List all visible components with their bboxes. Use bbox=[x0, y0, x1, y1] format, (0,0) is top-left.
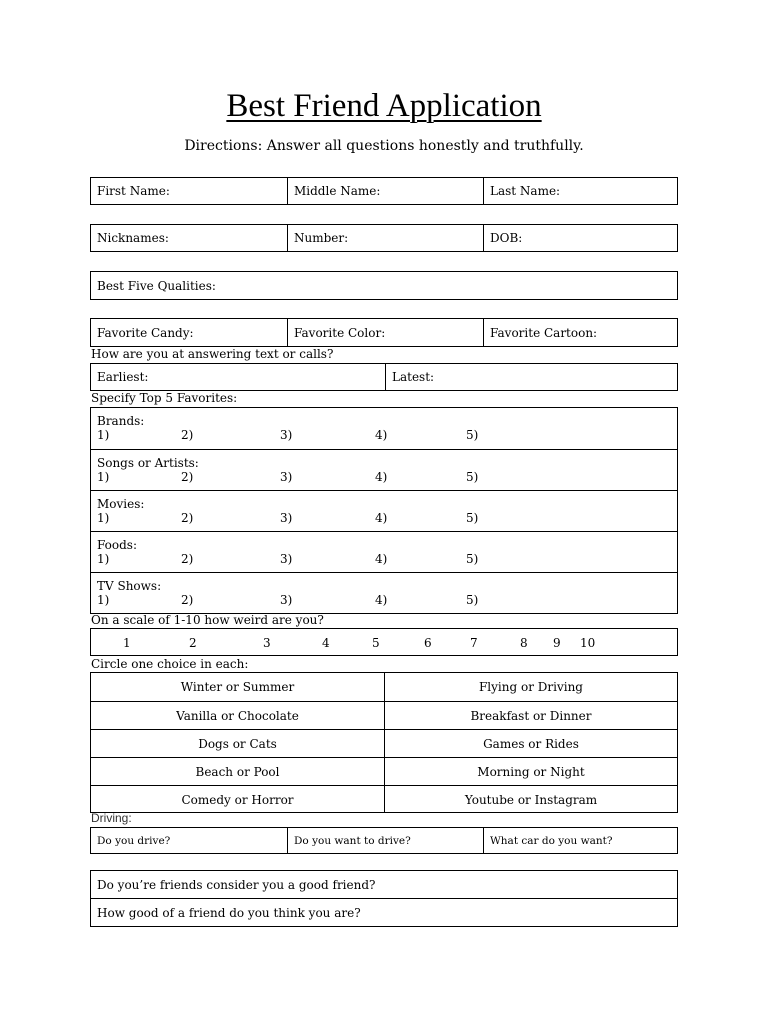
scale-option-2[interactable]: 2 bbox=[189, 636, 197, 650]
choice-option[interactable]: Morning or Night bbox=[384, 758, 677, 785]
info-table bbox=[90, 224, 678, 252]
response-table bbox=[90, 363, 678, 391]
slot-3: 3) bbox=[280, 552, 293, 566]
choice-row bbox=[91, 673, 677, 701]
slot-5: 5) bbox=[466, 593, 479, 607]
choice-option[interactable]: Vanilla or Chocolate bbox=[176, 708, 299, 723]
choices-table bbox=[90, 672, 678, 813]
earliest-field[interactable]: Earliest: bbox=[97, 370, 149, 384]
category-label: Brands: bbox=[97, 414, 145, 428]
best-qualities-field[interactable]: Best Five Qualities: bbox=[97, 278, 216, 293]
choice-option[interactable]: Flying or Driving bbox=[384, 673, 677, 701]
choice-row bbox=[91, 729, 677, 757]
scale-option-6[interactable]: 6 bbox=[424, 636, 432, 650]
do-you-drive-field[interactable]: Do you drive? bbox=[97, 834, 171, 847]
slot-4: 4) bbox=[375, 552, 388, 566]
slot-1: 1) bbox=[97, 552, 110, 566]
driving-label: Driving: bbox=[91, 811, 132, 825]
choice-option[interactable]: Beach or Pool bbox=[195, 764, 280, 779]
names-table bbox=[90, 177, 678, 205]
scale-option-9[interactable]: 9 bbox=[553, 636, 561, 650]
slot-3: 3) bbox=[280, 428, 293, 442]
slot-1: 1) bbox=[97, 470, 110, 484]
choice-option[interactable]: Games or Rides bbox=[384, 730, 677, 757]
circle-label: Circle one choice in each: bbox=[91, 657, 249, 671]
category-label: Songs or Artists: bbox=[97, 456, 199, 470]
choice-option[interactable]: Youtube or Instagram bbox=[384, 786, 677, 813]
slot-5: 5) bbox=[466, 552, 479, 566]
top5-row-songs[interactable] bbox=[91, 449, 677, 490]
slot-3: 3) bbox=[280, 593, 293, 607]
top5-table bbox=[90, 407, 678, 614]
slot-1: 1) bbox=[97, 593, 110, 607]
slot-2: 2) bbox=[181, 593, 194, 607]
choice-row bbox=[91, 785, 677, 813]
scale-option-8[interactable]: 8 bbox=[520, 636, 528, 650]
choice-option[interactable]: Breakfast or Dinner bbox=[384, 702, 677, 729]
good-friend-question[interactable]: Do you’re friends consider you a good friend? bbox=[97, 877, 376, 892]
top5-row-foods[interactable] bbox=[91, 531, 677, 572]
directions: Directions: Answer all questions honestly and truthfully. bbox=[184, 138, 584, 154]
middle-name-field[interactable]: Middle Name: bbox=[287, 178, 483, 204]
slot-4: 4) bbox=[375, 428, 388, 442]
slot-4: 4) bbox=[375, 470, 388, 484]
slot-5: 5) bbox=[466, 470, 479, 484]
scale-option-10[interactable]: 10 bbox=[580, 636, 596, 650]
slot-2: 2) bbox=[181, 511, 194, 525]
last-name-field[interactable]: Last Name: bbox=[483, 178, 677, 204]
favorite-color-field[interactable]: Favorite Color: bbox=[287, 319, 483, 346]
slot-3: 3) bbox=[280, 511, 293, 525]
top5-label: Specify Top 5 Favorites: bbox=[91, 391, 238, 405]
choice-option[interactable]: Comedy or Horror bbox=[181, 792, 294, 807]
car-wanted-field[interactable]: What car do you want? bbox=[483, 828, 677, 853]
qualities-table bbox=[90, 271, 678, 300]
category-label: Foods: bbox=[97, 538, 138, 552]
choice-option[interactable]: Winter or Summer bbox=[180, 680, 295, 694]
slot-2: 2) bbox=[181, 428, 194, 442]
scale-option-5[interactable]: 5 bbox=[372, 636, 380, 650]
page-title: Best Friend Application bbox=[226, 88, 542, 124]
scale-option-7[interactable]: 7 bbox=[470, 636, 478, 650]
first-name-field[interactable]: First Name: bbox=[97, 184, 170, 198]
top5-row-movies[interactable] bbox=[91, 490, 677, 531]
dob-field[interactable]: DOB: bbox=[483, 225, 677, 251]
slot-5: 5) bbox=[466, 428, 479, 442]
slot-2: 2) bbox=[181, 552, 194, 566]
top5-row-tv-shows[interactable] bbox=[91, 572, 677, 613]
slot-2: 2) bbox=[181, 470, 194, 484]
slot-4: 4) bbox=[375, 511, 388, 525]
slot-1: 1) bbox=[97, 511, 110, 525]
scale-option-1[interactable]: 1 bbox=[123, 636, 131, 650]
favorites-table bbox=[90, 318, 678, 347]
weird-scale bbox=[90, 628, 678, 656]
response-question: How are you at answering text or calls? bbox=[91, 347, 334, 361]
number-field[interactable]: Number: bbox=[287, 225, 483, 251]
want-to-drive-field[interactable]: Do you want to drive? bbox=[287, 828, 483, 853]
scale-option-3[interactable]: 3 bbox=[263, 636, 271, 650]
driving-table bbox=[90, 827, 678, 854]
category-label: TV Shows: bbox=[97, 579, 162, 593]
choice-row bbox=[91, 757, 677, 785]
weird-question: On a scale of 1-10 how weird are you? bbox=[91, 613, 324, 627]
scale-option-4[interactable]: 4 bbox=[322, 636, 330, 650]
nicknames-field[interactable]: Nicknames: bbox=[97, 231, 169, 245]
choice-option[interactable]: Dogs or Cats bbox=[198, 736, 277, 751]
latest-field[interactable]: Latest: bbox=[385, 364, 677, 390]
friend-questions-table bbox=[90, 870, 678, 927]
slot-3: 3) bbox=[280, 470, 293, 484]
choice-row bbox=[91, 701, 677, 729]
favorite-candy-field[interactable]: Favorite Candy: bbox=[97, 325, 194, 340]
slot-4: 4) bbox=[375, 593, 388, 607]
favorite-cartoon-field[interactable]: Favorite Cartoon: bbox=[483, 319, 677, 346]
friend-rating-question[interactable]: How good of a friend do you think you are? bbox=[97, 905, 361, 920]
slot-5: 5) bbox=[466, 511, 479, 525]
slot-1: 1) bbox=[97, 428, 110, 442]
category-label: Movies: bbox=[97, 497, 145, 511]
top5-row-brands[interactable] bbox=[91, 408, 677, 449]
